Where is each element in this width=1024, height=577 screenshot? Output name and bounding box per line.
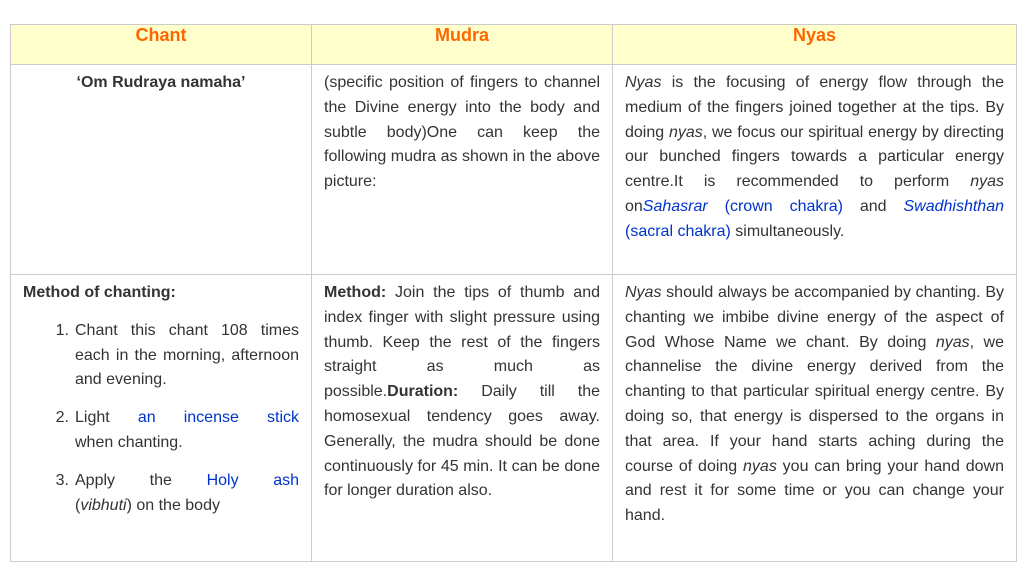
- step-text-part: ) on the body: [126, 496, 220, 514]
- step-line: [75, 469, 299, 494]
- swadhishthan-link-term: Swadhishthan: [903, 197, 1004, 215]
- row1-mudra-cell: (specific position of fingers to channel the Divine energy into the body and subtle body)One can keep the following mudra as shown in the above picture:: [312, 65, 613, 275]
- step-text-part: Light: [75, 409, 138, 427]
- sahasrar-link-term: Sahasrar: [642, 197, 708, 215]
- nyas-text: simultaneously.: [730, 222, 845, 240]
- nyas-text: you can bring your hand down and rest it for some time or you can change your hand.: [625, 457, 1004, 525]
- step-text-part: when chanting.: [75, 433, 183, 451]
- row1-nyas-cell: [613, 65, 1017, 275]
- method-of-chanting-heading: Method of chanting:: [23, 284, 176, 301]
- sahasrar-link[interactable]: [643, 198, 843, 215]
- list-item: [23, 406, 299, 456]
- incense-stick-link[interactable]: an incense stick: [137, 409, 299, 427]
- nyas-text: and: [842, 197, 904, 215]
- nyas-term: Nyas: [625, 74, 662, 91]
- step-number: 3.: [55, 471, 69, 489]
- duration-label: Duration:: [387, 383, 459, 401]
- step-number: 2.: [55, 409, 69, 427]
- sahasrar-link-rest: (crown chakra): [707, 197, 843, 215]
- nyas-term: nyas: [668, 123, 703, 141]
- header-row: [11, 25, 1017, 65]
- nyas-term: nyas: [935, 333, 970, 351]
- vibhuti-term: vibhuti: [80, 496, 127, 514]
- step-text-part: (: [75, 496, 81, 514]
- row2-chant-cell: [11, 275, 312, 562]
- row2-nyas-cell: [613, 275, 1017, 562]
- nyas-text: on: [625, 197, 643, 215]
- step-number: 1.: [55, 321, 69, 339]
- step-text-part: Apply the: [75, 471, 207, 489]
- swadhishthan-link-rest: (sacral chakra): [625, 222, 731, 240]
- nyas-text: should always be accompanied by chanting. By chanting we imbibe divine energy of the aspect of God Whose Name we chant. By doing: [625, 284, 1004, 351]
- chant-steps-list: [23, 319, 299, 519]
- nyas-term: Nyas: [625, 284, 662, 301]
- list-item: [23, 319, 299, 393]
- list-item: [23, 469, 299, 519]
- nyas-term: nyas: [970, 173, 1004, 191]
- header-chant: Chant: [11, 25, 312, 65]
- mudra-table: [10, 24, 1017, 562]
- chant-text: ‘Om Rudraya namaha’: [76, 74, 246, 91]
- header-nyas: Nyas: [613, 25, 1017, 65]
- step-text: Chant this chant 108 times each in the morning, afternoon and evening.: [75, 321, 299, 389]
- nyas-text: , we focus our spiritual energy by directing our bunched fingers towards a particular energy centre.It is recommended to perform: [625, 123, 1005, 191]
- method-text: Join the tips of thumb and index finger with slight pressure using thumb. Keep the rest of the fingers straight as much as possible.: [324, 284, 600, 401]
- nyas-term: nyas: [743, 457, 777, 475]
- step-text: [75, 469, 299, 519]
- nyas-text: is the focusing of energy flow through the medium of the fingers joined together at the tips. By doing: [625, 74, 1004, 141]
- header-mudra: Mudra: [312, 25, 613, 65]
- method-label: Method:: [324, 284, 387, 301]
- row2-mudra-cell: [312, 275, 613, 562]
- table-row: [11, 275, 1017, 562]
- row1-chant-cell: [11, 65, 312, 275]
- nyas-text: , we channelise the divine energy derived from the chanting to that particular spiritual energy centre. By doing so, that energy is dispersed to the organs in that area. If your hand starts aching during the course of doing: [625, 333, 1005, 475]
- step-line: [75, 406, 299, 431]
- duration-text: Daily till the homosexual tendency goes away. Generally, the mudra should be done continuously for 45 min. It can be done for longer duration also.: [324, 383, 600, 500]
- table-row: [11, 65, 1017, 275]
- step-text: [75, 406, 299, 456]
- holy-ash-link[interactable]: Holy ash: [206, 471, 300, 489]
